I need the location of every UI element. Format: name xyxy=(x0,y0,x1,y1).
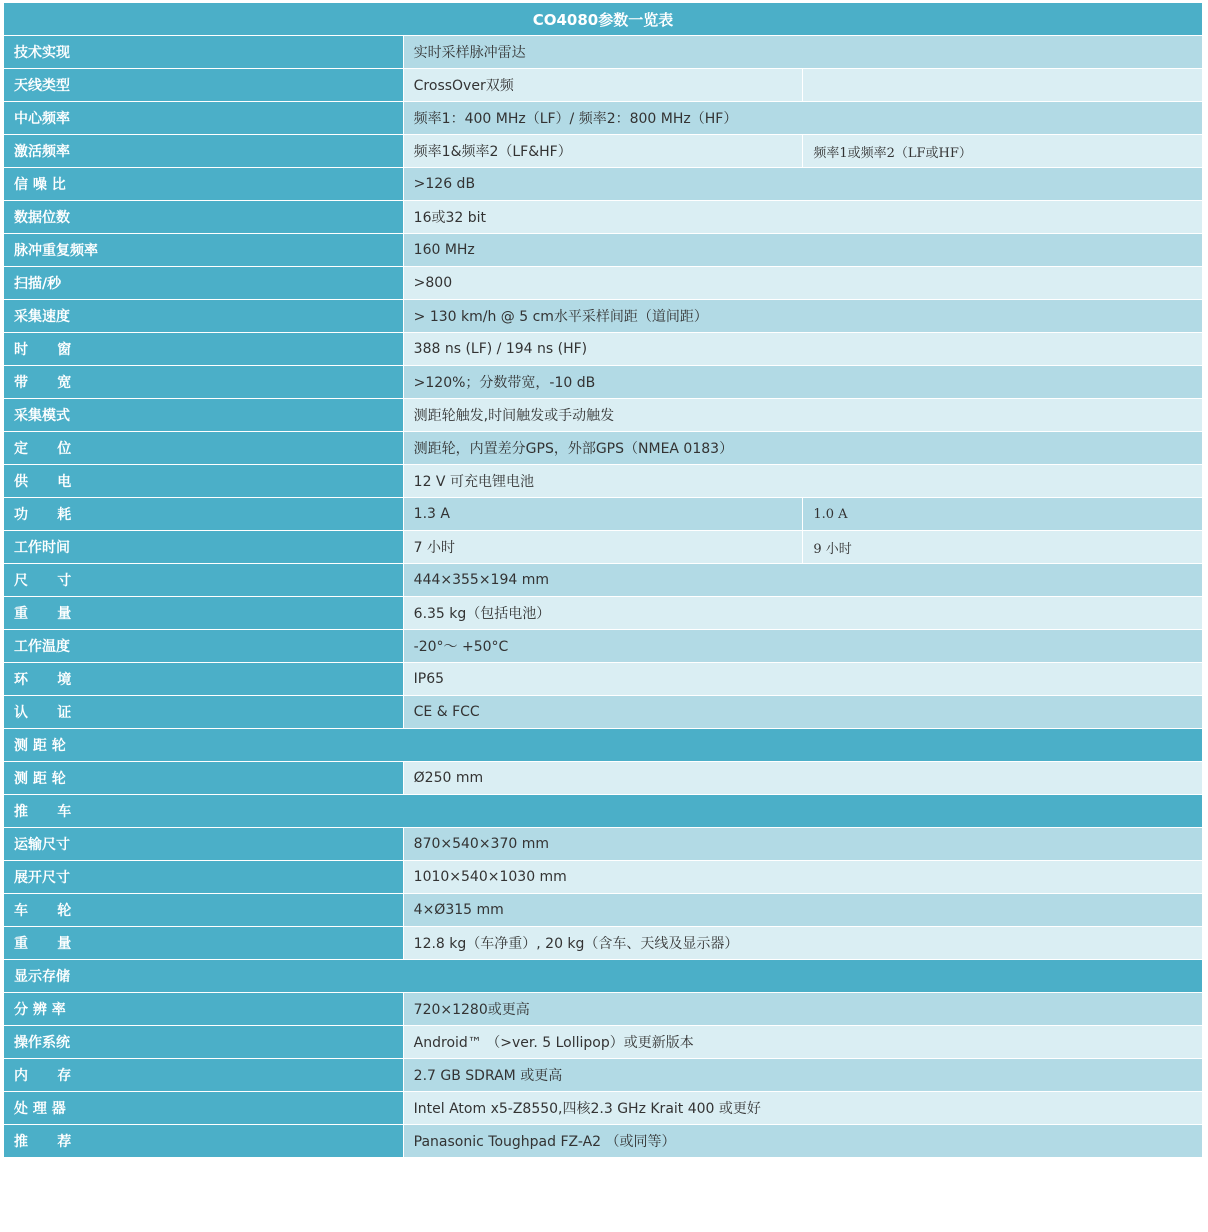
spec-label: 运输尺寸 xyxy=(4,828,404,861)
spec-value: 6.35 kg（包括电池） xyxy=(403,597,1202,630)
spec-row xyxy=(4,135,1203,168)
table-title: CO4080参数一览表 xyxy=(4,3,1203,36)
spec-row xyxy=(4,531,1203,564)
spec-value: 测距轮，内置差分GPS，外部GPS（NMEA 0183） xyxy=(403,432,1202,465)
spec-value: 160 MHz xyxy=(403,234,1202,267)
spec-label: 采集模式 xyxy=(4,399,404,432)
spec-value: 16或32 bit xyxy=(403,201,1202,234)
spec-value: 12 V 可充电锂电池 xyxy=(403,465,1202,498)
spec-label: 重 量 xyxy=(4,597,404,630)
spec-value: >120%；分数带宽，-10 dB xyxy=(403,366,1202,399)
spec-row xyxy=(4,993,1203,1026)
spec-value: >800 xyxy=(403,267,1202,300)
spec-label: 时 窗 xyxy=(4,333,404,366)
spec-label: 激活频率 xyxy=(4,135,404,168)
spec-value: 频率1&频率2（LF&HF） xyxy=(403,135,803,168)
spec-table-body xyxy=(4,3,1203,1158)
spec-row xyxy=(4,168,1203,201)
spec-label: 分 辨 率 xyxy=(4,993,404,1026)
spec-value: 12.8 kg（车净重）, 20 kg（含车、天线及显示器） xyxy=(403,927,1202,960)
section-header: 显示存储 xyxy=(4,960,1203,993)
spec-value-alt: 1.0 A xyxy=(803,498,1203,531)
spec-row xyxy=(4,1026,1203,1059)
spec-label: 工作时间 xyxy=(4,531,404,564)
spec-value: 测距轮触发,时间触发或手动触发 xyxy=(403,399,1202,432)
spec-value: 444×355×194 mm xyxy=(403,564,1202,597)
spec-row xyxy=(4,762,1203,795)
spec-value: 2.7 GB SDRAM 或更高 xyxy=(403,1059,1202,1092)
spec-value: 实时采样脉冲雷达 xyxy=(403,36,1202,69)
spec-label: 推 荐 xyxy=(4,1125,404,1158)
spec-row xyxy=(4,1059,1203,1092)
spec-row xyxy=(4,828,1203,861)
spec-row xyxy=(4,1125,1203,1158)
spec-value: 频率1：400 MHz（LF）/ 频率2：800 MHz（HF） xyxy=(403,102,1202,135)
spec-row xyxy=(4,102,1203,135)
spec-label: 中心频率 xyxy=(4,102,404,135)
spec-row xyxy=(4,894,1203,927)
spec-value: >126 dB xyxy=(403,168,1202,201)
spec-row xyxy=(4,564,1203,597)
spec-label: 展开尺寸 xyxy=(4,861,404,894)
spec-value: 7 小时 xyxy=(403,531,803,564)
spec-row xyxy=(4,1092,1203,1125)
spec-label: 环 境 xyxy=(4,663,404,696)
spec-label: 重 量 xyxy=(4,927,404,960)
spec-label: 技术实现 xyxy=(4,36,404,69)
spec-value: Ø250 mm xyxy=(403,762,1202,795)
spec-row xyxy=(4,333,1203,366)
spec-label: 数据位数 xyxy=(4,201,404,234)
spec-row xyxy=(4,234,1203,267)
section-header-row xyxy=(4,729,1203,762)
spec-label: 内 存 xyxy=(4,1059,404,1092)
spec-label: 操作系统 xyxy=(4,1026,404,1059)
spec-label: 功 耗 xyxy=(4,498,404,531)
spec-label: 供 电 xyxy=(4,465,404,498)
spec-value: Intel Atom x5-Z8550,四核2.3 GHz Krait 400 或更好 xyxy=(403,1092,1202,1125)
section-header: 推 车 xyxy=(4,795,1203,828)
spec-label: 定 位 xyxy=(4,432,404,465)
spec-row xyxy=(4,201,1203,234)
spec-row xyxy=(4,630,1203,663)
spec-value: 870×540×370 mm xyxy=(403,828,1202,861)
spec-value: 720×1280或更高 xyxy=(403,993,1202,1026)
spec-label: 信 噪 比 xyxy=(4,168,404,201)
spec-value: 4×Ø315 mm xyxy=(403,894,1202,927)
table-title-row xyxy=(4,3,1203,36)
spec-label: 采集速度 xyxy=(4,300,404,333)
section-header-row xyxy=(4,960,1203,993)
spec-label: 带 宽 xyxy=(4,366,404,399)
spec-value-alt xyxy=(803,69,1203,102)
spec-row xyxy=(4,69,1203,102)
spec-label: 认 证 xyxy=(4,696,404,729)
spec-table xyxy=(3,2,1203,1158)
spec-value: IP65 xyxy=(403,663,1202,696)
spec-row xyxy=(4,927,1203,960)
spec-value: CrossOver双频 xyxy=(403,69,803,102)
spec-row xyxy=(4,465,1203,498)
spec-value: CE & FCC xyxy=(403,696,1202,729)
spec-row xyxy=(4,861,1203,894)
spec-label: 扫描/秒 xyxy=(4,267,404,300)
spec-row xyxy=(4,696,1203,729)
spec-value-alt: 9 小时 xyxy=(803,531,1203,564)
spec-label: 天线类型 xyxy=(4,69,404,102)
spec-row xyxy=(4,663,1203,696)
spec-value: -20°～ +50°C xyxy=(403,630,1202,663)
spec-row xyxy=(4,267,1203,300)
spec-value: 1010×540×1030 mm xyxy=(403,861,1202,894)
spec-value: Android™ （>ver. 5 Lollipop）或更新版本 xyxy=(403,1026,1202,1059)
spec-label: 测 距 轮 xyxy=(4,762,404,795)
section-header: 测 距 轮 xyxy=(4,729,1203,762)
spec-label: 工作温度 xyxy=(4,630,404,663)
spec-row xyxy=(4,432,1203,465)
section-header-row xyxy=(4,795,1203,828)
spec-row xyxy=(4,597,1203,630)
spec-value-alt: 频率1或频率2（LF或HF） xyxy=(803,135,1203,168)
spec-label: 脉冲重复频率 xyxy=(4,234,404,267)
spec-row xyxy=(4,300,1203,333)
spec-value: 388 ns (LF) / 194 ns (HF) xyxy=(403,333,1202,366)
spec-label: 处 理 器 xyxy=(4,1092,404,1125)
spec-row xyxy=(4,399,1203,432)
spec-row xyxy=(4,366,1203,399)
spec-value: > 130 km/h @ 5 cm水平采样间距（道间距） xyxy=(403,300,1202,333)
spec-label: 尺 寸 xyxy=(4,564,404,597)
spec-value: Panasonic Toughpad FZ-A2 （或同等） xyxy=(403,1125,1202,1158)
spec-value: 1.3 A xyxy=(403,498,803,531)
spec-label: 车 轮 xyxy=(4,894,404,927)
spec-row xyxy=(4,36,1203,69)
spec-row xyxy=(4,498,1203,531)
